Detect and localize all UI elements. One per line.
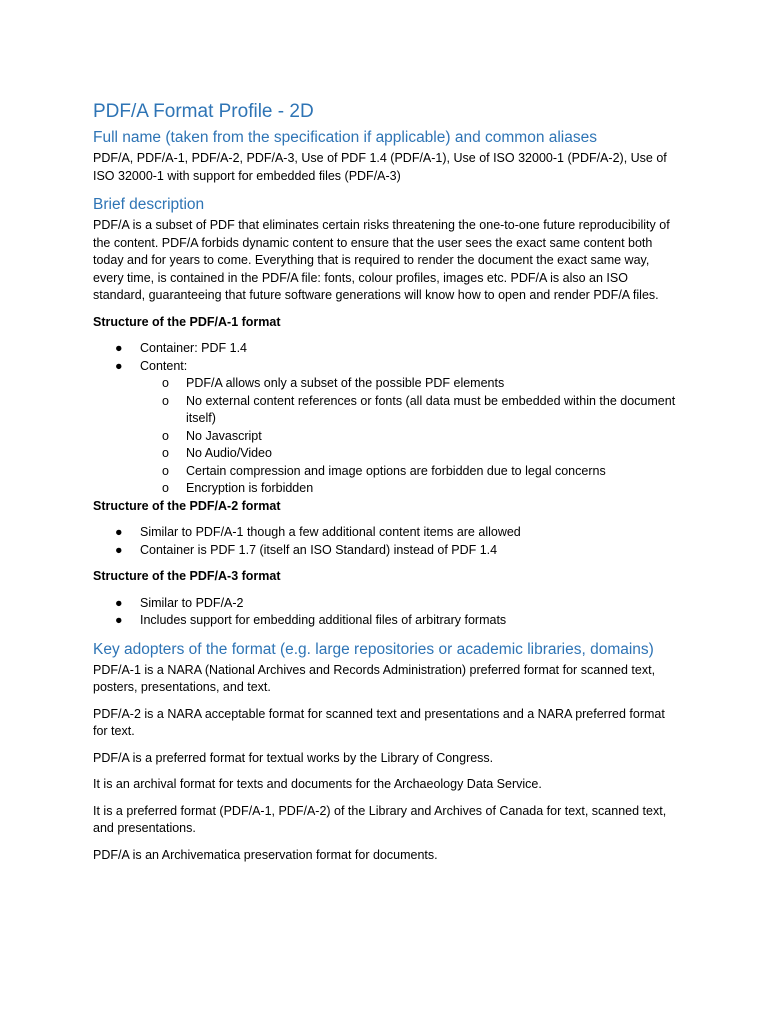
pdfa3-list [93, 595, 678, 630]
list-item: ● Similar to PDF/A-1 though a few additional content items are allowed [93, 524, 678, 542]
circle-bullet-icon: o [162, 446, 169, 460]
list-item: o Encryption is forbidden [140, 480, 678, 498]
list-item: o Certain compression and image options are forbidden due to legal concerns [140, 463, 678, 481]
list-item: ● Container: PDF 1.4 [93, 340, 678, 358]
adopters-paragraph: PDF/A-1 is a NARA (National Archives and Records Administration) preferred format for scanned text, posters, presentations, and text. [93, 662, 656, 694]
bullet-icon: ● [115, 341, 123, 355]
list-item: o No external content references or fonts (all data must be embedded within the document itself) [162, 393, 676, 425]
bullet-icon: ● [115, 525, 123, 539]
pdfa2-heading: Structure of the PDF/A-2 format [93, 498, 281, 513]
bullet-icon: ● [115, 358, 123, 373]
circle-bullet-icon: o [162, 376, 169, 390]
circle-bullet-icon: o [162, 428, 169, 443]
list-item: o No Audio/Video [140, 445, 678, 463]
bullet-icon: ● [115, 595, 123, 610]
list-item: ● Includes support for embedding additional files of arbitrary formats [93, 612, 678, 630]
circle-bullet-icon: o [162, 481, 169, 495]
brief-heading: Brief description [93, 196, 205, 213]
adopters-paragraph: PDF/A-2 is a NARA acceptable format for scanned text and presentations and a NARA preferred format for text. [93, 706, 665, 738]
brief-text: PDF/A is a subset of PDF that eliminates certain risks threatening the one-to-one future reproducibility of the content. PDF/A forbids dynamic content to ensure that the user sees the exact same content both today and for years to come. Everything that is required to render the document the exact same way, every time, is contained in the PDF/A file: fonts, colour profiles, images etc. PDF/A is also an ISO standard, guaranteeing that future software generations will know how to open and render PDF/A files. [93, 218, 670, 302]
list-item: o PDF/A allows only a subset of the possible PDF elements [140, 375, 678, 393]
adopters-heading: Key adopters of the format (e.g. large repositories or academic libraries, domains) [93, 640, 654, 658]
page-title: PDF/A Format Profile - 2D [93, 101, 314, 122]
document-page [93, 100, 678, 864]
adopters-paragraph: It is an archival format for texts and documents for the Archaeology Data Service. [93, 777, 542, 791]
circle-bullet-icon: o [162, 463, 169, 478]
adopters-paragraph: PDF/A is a preferred format for textual works by the Library of Congress. [93, 750, 494, 765]
list-item: ● Similar to PDF/A-2 [93, 595, 678, 613]
adopters-paragraph: It is a preferred format (PDF/A-1, PDF/A-2) of the Library and Archives of Canada for text, scanned text, and presentations. [93, 803, 667, 835]
list-item: ● Content: o PDF/A allows only a subset of the possible PDF elements o No external content references or fonts (all data must be embedded within the document itself) o No Javascript o No Audio/Video o Certain compression and image options are forbidden due to legal concerns o Encryption is forbidden [93, 358, 678, 498]
pdfa1-list [93, 340, 678, 498]
fullname-text: PDF/A, PDF/A-1, PDF/A-2, PDF/A-3, Use of PDF 1.4 (PDF/A-1), Use of ISO 32000-1 (PDF/A-2), Use of ISO 32000-1 with support for embedded files (PDF/A-3) [93, 151, 667, 183]
pdfa1-heading: Structure of the PDF/A-1 format [93, 314, 281, 329]
pdfa3-heading: Structure of the PDF/A-3 format [93, 569, 281, 583]
list-item: ● Container is PDF 1.7 (itself an ISO Standard) instead of PDF 1.4 [93, 542, 678, 560]
circle-bullet-icon: o [162, 393, 169, 408]
adopters-paragraph: PDF/A is an Archivematica preservation format for documents. [93, 847, 438, 862]
pdfa2-list [93, 524, 678, 559]
fullname-heading: Full name (taken from the specification if applicable) and common aliases [93, 129, 597, 146]
bullet-icon: ● [115, 613, 123, 627]
list-item: o No Javascript [140, 428, 678, 446]
pdfa1-content-sublist [140, 375, 678, 498]
bullet-icon: ● [115, 542, 123, 557]
